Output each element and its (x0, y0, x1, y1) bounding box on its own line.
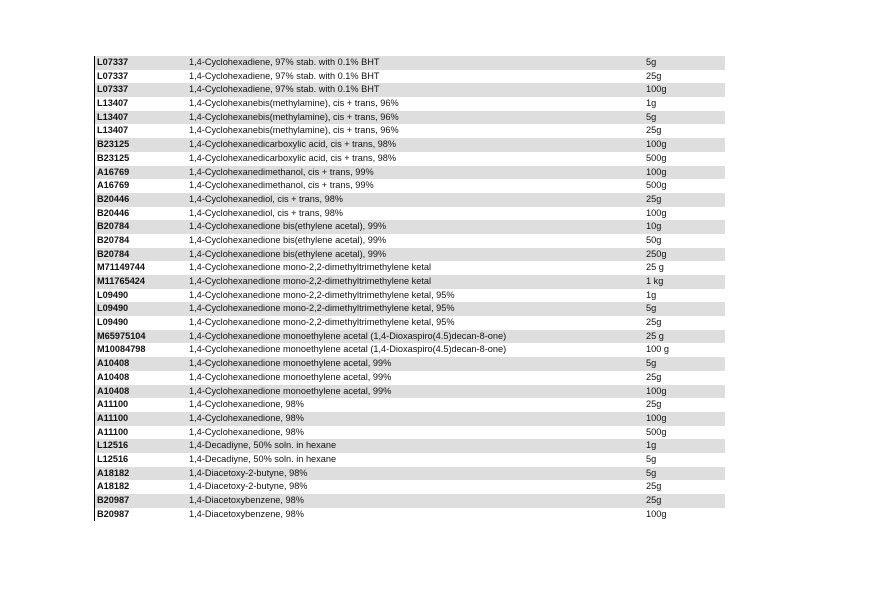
product-code: B23125 (97, 152, 130, 163)
table-row (95, 124, 725, 138)
product-code: L12516 (97, 453, 129, 464)
package-size: 5g (646, 111, 657, 122)
table-row (95, 152, 725, 166)
table-row (95, 371, 725, 385)
product-description: 1,4-Cyclohexadiene, 97% stab. with 0.1% BHT (189, 84, 380, 95)
package-size: 25g (646, 481, 662, 492)
product-description: 1,4-Cyclohexanedione bis(ethylene acetal), 99% (189, 248, 387, 259)
table-row (95, 83, 725, 97)
product-code: B20446 (97, 193, 130, 204)
product-description: 1,4-Cyclohexanediol, cis + trans, 98% (189, 193, 343, 204)
product-code: B20987 (97, 495, 130, 505)
package-size: 25g (646, 193, 662, 204)
package-size: 10g (646, 221, 662, 232)
product-code: A10408 (97, 371, 130, 382)
product-code: L07337 (97, 57, 129, 67)
package-size: 25g (646, 399, 662, 410)
product-code: A18182 (97, 481, 130, 492)
package-size: 25g (646, 125, 662, 136)
table-row (95, 248, 725, 262)
product-description: 1,4-Cyclohexanedione, 98% (189, 426, 304, 437)
package-size: 25g (646, 317, 662, 328)
table-row (95, 453, 725, 467)
product-description: 1,4-Cyclohexanedione mono-2,2-dimethyltrimethylene ketal, 95% (189, 317, 455, 328)
package-size: 1g (646, 289, 657, 300)
product-code: A11100 (97, 426, 129, 437)
product-code: A18182 (97, 467, 130, 478)
package-size: 100g (646, 412, 667, 423)
product-code: L09490 (97, 303, 129, 314)
table-row (95, 179, 725, 193)
product-description: 1,4-Cyclohexanedione bis(ethylene acetal), 99% (189, 234, 387, 245)
table-row (95, 138, 725, 152)
product-description: 1,4-Cyclohexanedione mono-2,2-dimethyltrimethylene ketal (189, 276, 432, 286)
table-row (95, 343, 725, 357)
table-row (95, 302, 725, 316)
table-row (95, 412, 725, 426)
package-size: 1g (646, 440, 657, 451)
product-code: A10408 (97, 358, 130, 369)
table-row (95, 97, 725, 111)
product-code: A11100 (97, 399, 129, 410)
package-size: 25g (646, 371, 662, 382)
product-code: M65975104 (97, 330, 146, 341)
package-size: 1g (646, 98, 657, 109)
product-description: 1,4-Cyclohexanebis(methylamine), cis + trans, 96% (189, 111, 399, 122)
package-size: 50g (646, 234, 662, 245)
product-code: M11765424 (97, 276, 146, 286)
product-description: 1,4-Cyclohexanedione mono-2,2-dimethyltrimethylene ketal, 95% (189, 289, 455, 300)
table-row (95, 330, 725, 344)
product-code: A16769 (97, 180, 130, 191)
product-code: L09490 (97, 289, 129, 300)
product-code: L13407 (97, 125, 129, 136)
table-row (95, 480, 725, 494)
product-description: 1,4-Decadiyne, 50% soln. in hexane (189, 453, 337, 464)
package-size: 100 g (646, 344, 669, 355)
table-row (95, 261, 725, 275)
package-size: 100g (646, 139, 667, 150)
product-description: 1,4-Cyclohexanedione monoethylene acetal (1,4-Dioxaspiro(4.5)decan-8-one) (189, 330, 507, 341)
table-row (95, 275, 725, 289)
package-size: 25 g (646, 262, 664, 273)
package-size: 5g (646, 303, 657, 314)
product-code: M71149744 (97, 262, 146, 273)
product-code: A10408 (97, 385, 130, 396)
product-description: 1,4-Cyclohexadiene, 97% stab. with 0.1% BHT (189, 57, 380, 67)
product-description: 1,4-Cyclohexanebis(methylamine), cis + trans, 96% (189, 125, 399, 136)
product-code: B20784 (97, 248, 130, 259)
table-row (95, 439, 725, 453)
package-size: 500g (646, 152, 667, 163)
product-description: 1,4-Cyclohexanedione, 98% (189, 399, 304, 410)
table-row (95, 508, 725, 522)
table-row (95, 234, 725, 248)
package-size: 5g (646, 467, 657, 478)
product-description: 1,4-Cyclohexanedione, 98% (189, 412, 304, 423)
table-row (95, 193, 725, 207)
product-code: B20784 (97, 234, 130, 245)
product-description: 1,4-Cyclohexanediol, cis + trans, 98% (189, 207, 343, 218)
product-code: L09490 (97, 317, 129, 328)
product-description: 1,4-Cyclohexanedicarboxylic acid, cis + trans, 98% (189, 152, 397, 163)
package-size: 500g (646, 180, 667, 191)
table-row (95, 207, 725, 221)
product-description: 1,4-Cyclohexanedione mono-2,2-dimethyltrimethylene ketal, 95% (189, 303, 455, 314)
product-code: L13407 (97, 98, 129, 109)
table-row (95, 166, 725, 180)
table-row (95, 398, 725, 412)
product-code: L07337 (97, 70, 129, 81)
product-code: B20446 (97, 207, 130, 218)
product-code: B20784 (97, 221, 130, 232)
product-description: 1,4-Diacetoxybenzene, 98% (189, 508, 304, 519)
product-code: B20987 (97, 508, 130, 519)
product-description: 1,4-Diacetoxy-2-butyne, 98% (189, 467, 308, 478)
table-row (95, 467, 725, 481)
package-size: 100g (646, 508, 667, 519)
product-description: 1,4-Cyclohexanedione monoethylene acetal (1,4-Dioxaspiro(4.5)decan-8-one) (189, 344, 507, 355)
product-description: 1,4-Diacetoxybenzene, 98% (189, 495, 304, 505)
product-description: 1,4-Diacetoxy-2-butyne, 98% (189, 481, 308, 492)
package-size: 100g (646, 207, 667, 218)
product-description: 1,4-Cyclohexanedione monoethylene acetal, 99% (189, 385, 392, 396)
package-size: 25 g (646, 330, 664, 341)
product-code: M10084798 (97, 344, 146, 355)
product-table (94, 56, 725, 521)
table-row (95, 111, 725, 125)
package-size: 5g (646, 453, 657, 464)
product-description: 1,4-Cyclohexadiene, 97% stab. with 0.1% BHT (189, 70, 380, 81)
product-description: 1,4-Decadiyne, 50% soln. in hexane (189, 440, 337, 451)
product-description: 1,4-Cyclohexanebis(methylamine), cis + trans, 96% (189, 98, 399, 109)
product-description: 1,4-Cyclohexanedimethanol, cis + trans, 99% (189, 180, 374, 191)
package-size: 100g (646, 166, 667, 177)
product-description: 1,4-Cyclohexanedicarboxylic acid, cis + trans, 98% (189, 139, 397, 150)
product-description: 1,4-Cyclohexanedione mono-2,2-dimethyltrimethylene ketal (189, 262, 432, 273)
table-row (95, 494, 725, 508)
package-size: 25g (646, 495, 662, 505)
product-description: 1,4-Cyclohexanedione monoethylene acetal, 99% (189, 358, 392, 369)
product-description: 1,4-Cyclohexanedione monoethylene acetal, 99% (189, 371, 392, 382)
package-size: 100g (646, 84, 667, 95)
product-code: L12516 (97, 440, 129, 451)
product-description: 1,4-Cyclohexanedione bis(ethylene acetal), 99% (189, 221, 387, 232)
product-code: B23125 (97, 139, 130, 150)
package-size: 5g (646, 358, 657, 369)
table-row (95, 426, 725, 440)
product-code: L07337 (97, 84, 129, 95)
product-code: L13407 (97, 111, 129, 122)
package-size: 100g (646, 385, 667, 396)
package-size: 5g (646, 57, 657, 67)
product-code: A16769 (97, 166, 130, 177)
table-row (95, 357, 725, 371)
table-row (95, 385, 725, 399)
package-size: 25g (646, 70, 662, 81)
table-row (95, 70, 725, 84)
package-size: 1 kg (646, 276, 664, 286)
table-row (95, 56, 725, 70)
table-row (95, 220, 725, 234)
product-description: 1,4-Cyclohexanedimethanol, cis + trans, 99% (189, 166, 374, 177)
table-row (95, 289, 725, 303)
product-code: A11100 (97, 412, 129, 423)
table-row (95, 316, 725, 330)
package-size: 250g (646, 248, 667, 259)
package-size: 500g (646, 426, 667, 437)
